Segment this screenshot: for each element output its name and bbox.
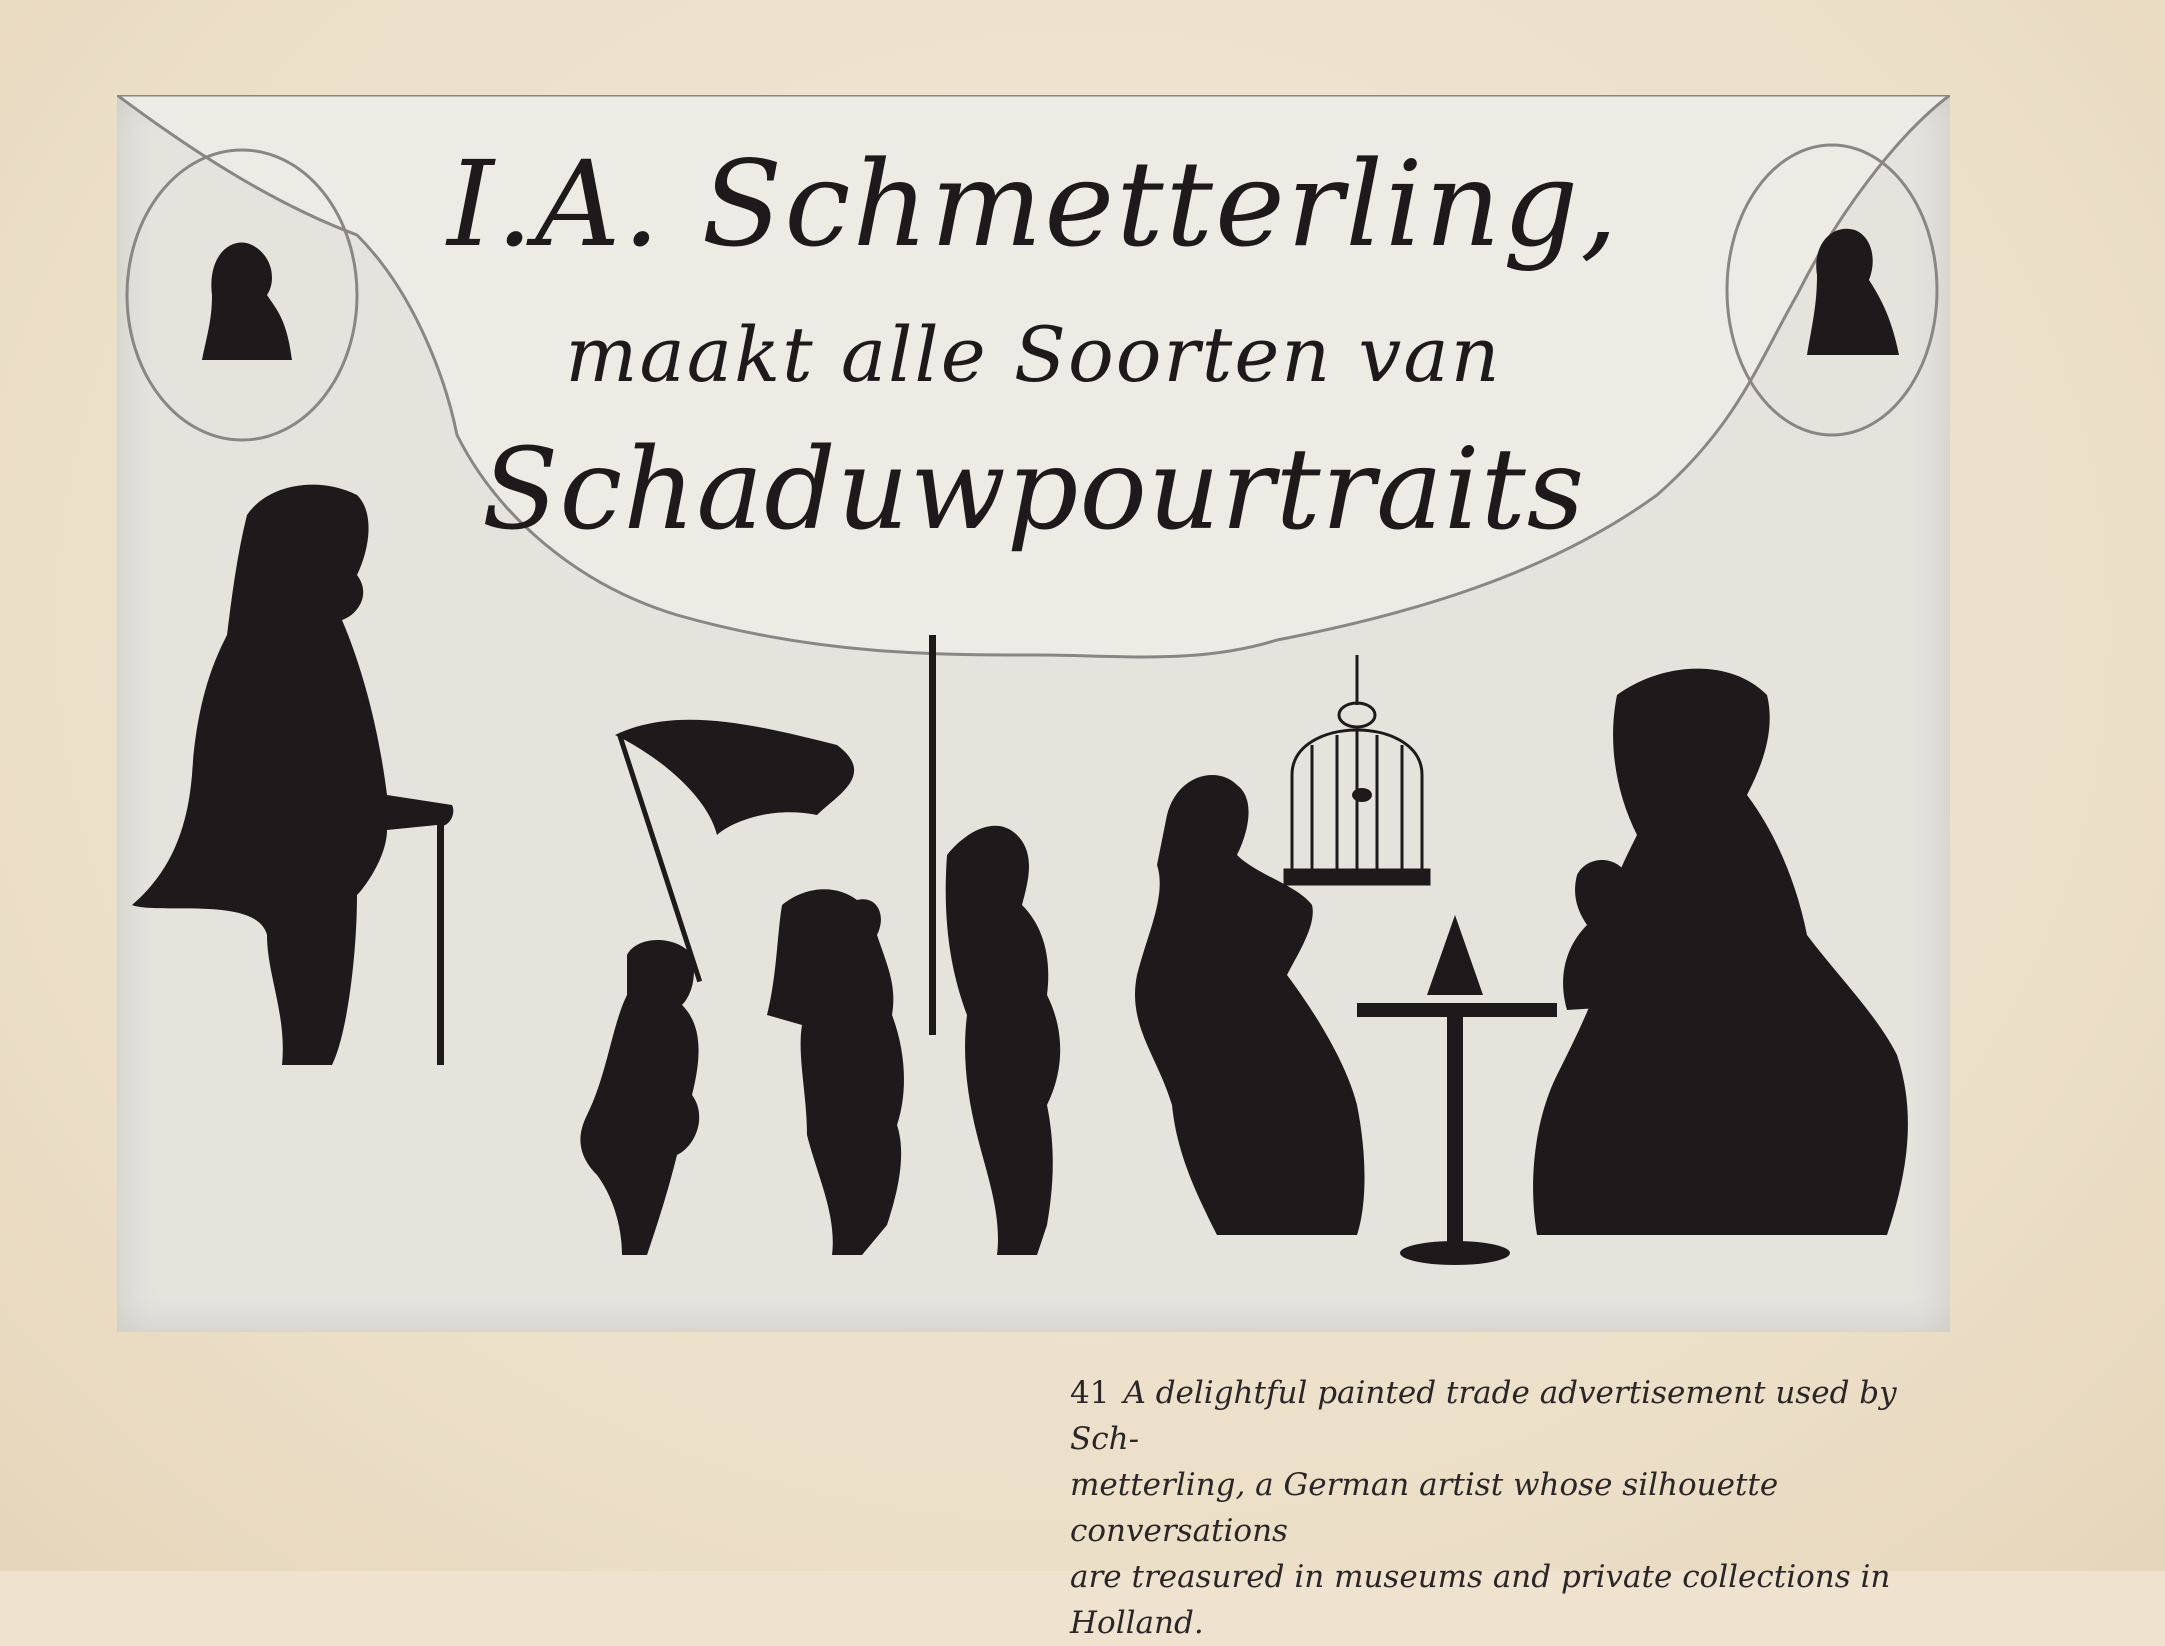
- advertisement-subtitle: maakt alle Soorten van: [565, 310, 1502, 399]
- table-base: [1400, 1241, 1510, 1265]
- child-with-flag-silhouette: [767, 889, 904, 1255]
- birdcage: [1285, 655, 1429, 884]
- caption-line-2: metterling, a German artist whose silhouette conversations: [1070, 1467, 1779, 1549]
- caption-line-3: are treasured in museums and private collections in Holland.: [1070, 1559, 1891, 1641]
- man-with-cane-silhouette: [132, 485, 453, 1065]
- figure-caption: [1070, 1370, 1950, 1646]
- flag: [615, 720, 854, 835]
- trade-advertisement-illustration: [117, 95, 1950, 1332]
- figure-number: 41: [1070, 1375, 1110, 1411]
- soldier-silhouette: [946, 826, 1060, 1255]
- woman-silhouette: [1135, 775, 1364, 1235]
- small-child-silhouette: [580, 940, 699, 1255]
- tabletop-tree: [1427, 915, 1483, 995]
- bird: [1352, 788, 1372, 802]
- musket: [929, 635, 936, 1035]
- cane: [437, 825, 444, 1065]
- silhouette-scene: [117, 95, 1950, 1332]
- table-top: [1357, 1003, 1557, 1017]
- advertisement-title: I.A. Schmetterling,: [447, 135, 1620, 273]
- caption-line-1: 41 A delightful painted trade advertisement used by Sch-: [1070, 1375, 1897, 1457]
- advertisement-heading: Schaduwpourtraits: [481, 425, 1586, 555]
- table-leg: [1447, 1017, 1463, 1247]
